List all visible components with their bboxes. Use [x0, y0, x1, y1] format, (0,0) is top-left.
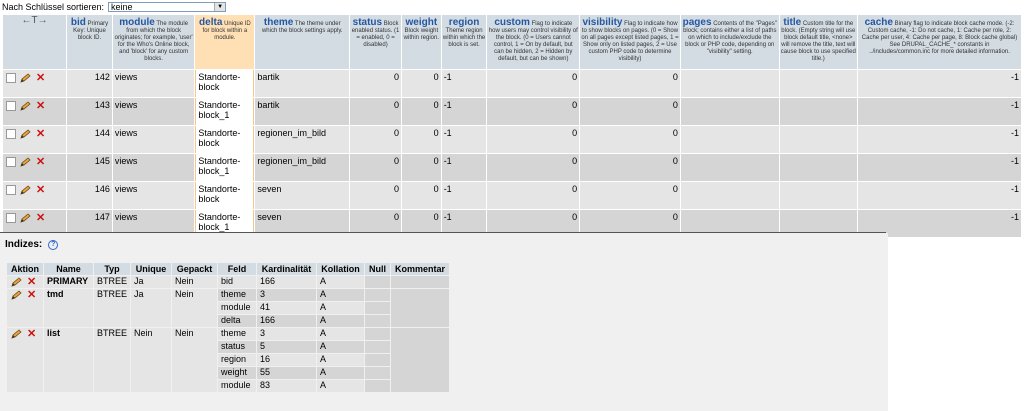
cell-module: views [113, 98, 194, 125]
cell-region: -1 [442, 126, 487, 153]
cell-status: 0 [350, 210, 401, 237]
left-right-arrows-icon[interactable]: ←T→ [21, 15, 48, 26]
row-checkbox[interactable] [6, 101, 16, 111]
cell-status: 0 [350, 126, 401, 153]
index-field: module [218, 380, 256, 392]
indizes-title: Indizes: [5, 239, 43, 250]
table-row[interactable] [3, 126, 1021, 153]
delete-icon[interactable]: ✕ [36, 71, 46, 84]
cell-bid: 142 [67, 70, 112, 97]
sort-bar [2, 1, 226, 13]
column-name[interactable]: bid [70, 17, 86, 28]
cell-visibility: 0 [580, 70, 680, 97]
cell-pages [681, 98, 779, 125]
index-null [365, 302, 390, 314]
index-field: weight [218, 367, 256, 379]
cell-weight: 0 [402, 210, 441, 237]
index-name: list [44, 328, 93, 392]
cell-status: 0 [350, 98, 401, 125]
cell-region: -1 [442, 154, 487, 181]
row-checkbox[interactable] [6, 73, 16, 83]
column-name[interactable]: delta [199, 17, 223, 28]
index-null [365, 341, 390, 353]
row-actions [3, 98, 66, 125]
pencil-icon[interactable] [10, 329, 22, 339]
delete-icon[interactable]: ✕ [27, 275, 37, 288]
index-header-9: Kommentar [391, 263, 449, 275]
index-header-5: Feld [218, 263, 256, 275]
index-row [7, 328, 449, 340]
column-header-visibility[interactable] [580, 15, 680, 69]
index-null [365, 354, 390, 366]
column-header-delta[interactable] [195, 15, 254, 69]
index-row [7, 276, 449, 288]
cell-cache: -1 [858, 182, 1021, 209]
index-field: theme [218, 328, 256, 340]
index-unique: Ja [131, 276, 171, 288]
pencil-icon[interactable] [19, 73, 31, 83]
delete-icon[interactable]: ✕ [36, 183, 46, 196]
indizes-heading [5, 239, 58, 250]
index-collation: A [317, 315, 364, 327]
column-header-module[interactable] [113, 15, 194, 69]
cell-theme: regionen_im_bild [255, 126, 349, 153]
cell-status: 0 [350, 70, 401, 97]
index-name: tmd [44, 289, 93, 327]
cell-visibility: 0 [580, 98, 680, 125]
index-typ: BTREE [94, 276, 130, 288]
column-description: The theme under which the block settings apply. [261, 21, 343, 34]
cell-title [780, 98, 857, 125]
delete-icon[interactable]: ✕ [27, 288, 37, 301]
index-header-4: Gepackt [172, 263, 217, 275]
index-unique: Nein [131, 328, 171, 392]
index-collation: A [317, 367, 364, 379]
cell-delta: Standorte-block_1 [195, 98, 254, 125]
index-field: region [218, 354, 256, 366]
column-description: Unique ID for block within a module. [202, 21, 251, 41]
pencil-icon[interactable] [19, 129, 31, 139]
index-cardinality: 41 [257, 302, 316, 314]
cell-theme: seven [255, 210, 349, 237]
index-null [365, 315, 390, 327]
column-description: Primary Key: Unique block ID. [73, 21, 109, 41]
pencil-icon[interactable] [19, 101, 31, 111]
column-description: Block weight within region. [403, 28, 440, 41]
row-checkbox[interactable] [6, 129, 16, 139]
column-header-weight[interactable] [402, 15, 441, 69]
cell-title [780, 182, 857, 209]
pencil-icon[interactable] [19, 185, 31, 195]
index-null [365, 328, 390, 340]
cell-bid: 143 [67, 98, 112, 125]
cell-theme: bartik [255, 70, 349, 97]
row-actions [3, 182, 66, 209]
cell-region: -1 [442, 98, 487, 125]
index-field: status [218, 341, 256, 353]
cell-theme: regionen_im_bild [255, 154, 349, 181]
index-null [365, 289, 390, 301]
column-name[interactable]: status [352, 17, 383, 28]
cell-bid: 144 [67, 126, 112, 153]
column-control-header[interactable] [3, 15, 66, 69]
index-actions [7, 328, 43, 392]
index-header-1: Name [44, 263, 93, 275]
index-cardinality: 166 [257, 315, 316, 327]
row-actions [3, 126, 66, 153]
table-row[interactable] [3, 98, 1021, 125]
index-comment [391, 276, 449, 288]
cell-pages [681, 126, 779, 153]
cell-module: views [113, 182, 194, 209]
cell-module: views [113, 70, 194, 97]
index-actions [7, 276, 43, 288]
cell-delta: Standorte-block [195, 182, 254, 209]
cell-theme: bartik [255, 98, 349, 125]
cell-pages [681, 182, 779, 209]
index-name: PRIMARY [44, 276, 93, 288]
cell-weight: 0 [402, 70, 441, 97]
cell-title [780, 70, 857, 97]
index-collation: A [317, 276, 364, 288]
column-header-title[interactable] [780, 15, 857, 69]
delete-icon[interactable]: ✕ [36, 127, 46, 140]
column-description: Flag to indicate how users may control visibility of the block. (0 = Users cannot control, 1 = On by default, but can be hidden, 2 = Hidden by default, but can be shown) [488, 21, 578, 62]
pencil-icon[interactable] [19, 213, 31, 223]
cell-cache: -1 [858, 98, 1021, 125]
index-field: bid [218, 276, 256, 288]
column-header-status[interactable] [350, 15, 401, 69]
cell-custom: 0 [487, 126, 579, 153]
index-cardinality: 16 [257, 354, 316, 366]
index-field: module [218, 302, 256, 314]
cell-bid: 145 [67, 154, 112, 181]
index-header-2: Typ [94, 263, 130, 275]
index-null [365, 380, 390, 392]
index-typ: BTREE [94, 328, 130, 392]
column-header-theme[interactable] [255, 15, 349, 69]
chevron-down-icon[interactable]: ▼ [214, 3, 225, 11]
column-name[interactable]: theme [263, 17, 294, 28]
row-checkbox[interactable] [6, 157, 16, 167]
row-actions [3, 70, 66, 97]
column-header-region[interactable] [442, 15, 487, 69]
index-row [7, 289, 449, 301]
index-header-7: Kollation [317, 263, 364, 275]
sort-label: Nach Schlüssel sortieren: [2, 2, 105, 12]
index-cardinality: 3 [257, 328, 316, 340]
column-header-bid[interactable] [67, 15, 112, 69]
cell-delta: Standorte-block_1 [195, 210, 254, 237]
index-cardinality: 83 [257, 380, 316, 392]
column-description: Flag to indicate how to show blocks on pages. (0 = Show on all pages except listed pages, 1 = Show only on listed pages, 2 = Use custom PHP code to determine visibility) [581, 21, 679, 62]
index-header-3: Unique [131, 263, 171, 275]
cell-theme: seven [255, 182, 349, 209]
cell-weight: 0 [402, 126, 441, 153]
cell-visibility: 0 [580, 126, 680, 153]
cell-weight: 0 [402, 182, 441, 209]
column-header-pages[interactable] [681, 15, 779, 69]
row-actions [3, 154, 66, 181]
table-row[interactable] [3, 182, 1021, 209]
pencil-icon[interactable] [10, 277, 22, 287]
index-comment [391, 328, 449, 392]
cell-custom: 0 [487, 182, 579, 209]
cell-module: views [113, 126, 194, 153]
column-name[interactable]: visibility [582, 17, 623, 28]
index-collation: A [317, 380, 364, 392]
index-cardinality: 5 [257, 341, 316, 353]
cell-cache: -1 [858, 154, 1021, 181]
index-gepackt: Nein [172, 289, 217, 327]
column-name[interactable]: cache [864, 17, 893, 28]
column-description: Binary flag to indicate block cache mode. (-2: Custom cache, -1: Do not cache, 1: Cache per role, 2: Cache per user, 4: Cache per page, 8: Block cache global) See DRUPAL_CACHE_* constants in ../includes/common.inc for more detailed information. [861, 21, 1018, 55]
column-description: Custom title for the block. (Empty string will use block default title, <none> will remove the title, text will cause block to use specified title.) [780, 21, 856, 62]
column-name[interactable]: weight [405, 17, 438, 28]
delete-icon[interactable]: ✕ [36, 211, 46, 224]
pencil-icon[interactable] [19, 157, 31, 167]
index-table [6, 262, 450, 393]
cell-pages [681, 154, 779, 181]
cell-region: -1 [442, 210, 487, 237]
column-header-cache[interactable] [858, 15, 1021, 69]
index-collation: A [317, 354, 364, 366]
index-cardinality: 166 [257, 276, 316, 288]
index-null [365, 367, 390, 379]
cell-custom: 0 [487, 98, 579, 125]
table-row[interactable] [3, 70, 1021, 97]
sort-select-value: keine [111, 2, 133, 12]
index-header-8: Null [365, 263, 390, 275]
cell-visibility: 0 [580, 182, 680, 209]
row-checkbox[interactable] [6, 185, 16, 195]
cell-status: 0 [350, 154, 401, 181]
column-name[interactable]: custom [494, 17, 530, 28]
cell-title [780, 154, 857, 181]
cell-visibility: 0 [580, 154, 680, 181]
index-comment [391, 289, 449, 327]
index-actions [7, 289, 43, 327]
sort-select[interactable] [108, 2, 226, 12]
cell-custom: 0 [487, 210, 579, 237]
index-collation: A [317, 289, 364, 301]
cell-custom: 0 [487, 154, 579, 181]
cell-weight: 0 [402, 98, 441, 125]
result-table [2, 14, 1022, 238]
cell-delta: Standorte-block_1 [195, 154, 254, 181]
cell-cache: -1 [858, 210, 1021, 237]
column-description: Theme region within which the block is set. [442, 28, 486, 48]
column-description: The module from which the block originates; for example, 'user' for the Who's Online block, and 'block' for any custom blocks. [114, 21, 193, 62]
index-header-6: Kardinalität [257, 263, 316, 275]
delete-icon[interactable]: ✕ [27, 327, 37, 340]
help-icon[interactable]: ? [48, 240, 58, 250]
index-header-0: Aktion [7, 263, 43, 275]
cell-region: -1 [442, 70, 487, 97]
delete-icon[interactable]: ✕ [36, 99, 46, 112]
column-header-custom[interactable] [487, 15, 579, 69]
cell-region: -1 [442, 182, 487, 209]
index-collation: A [317, 328, 364, 340]
cell-status: 0 [350, 182, 401, 209]
delete-icon[interactable]: ✕ [36, 155, 46, 168]
column-name[interactable]: title [783, 17, 802, 28]
cell-cache: -1 [858, 70, 1021, 97]
column-description: Block enabled status. (1 = enabled, 0 = disabled) [351, 21, 400, 48]
index-null [365, 276, 390, 288]
index-collation: A [317, 341, 364, 353]
cell-custom: 0 [487, 70, 579, 97]
index-collation: A [317, 302, 364, 314]
cell-delta: Standorte-block [195, 70, 254, 97]
cell-bid: 146 [67, 182, 112, 209]
column-name[interactable]: pages [682, 17, 712, 28]
index-field: theme [218, 289, 256, 301]
cell-weight: 0 [402, 154, 441, 181]
index-field: delta [218, 315, 256, 327]
index-cardinality: 3 [257, 289, 316, 301]
index-gepackt: Nein [172, 328, 217, 392]
cell-module: views [113, 154, 194, 181]
index-gepackt: Nein [172, 276, 217, 288]
row-checkbox[interactable] [6, 213, 16, 223]
cell-module: views [113, 210, 194, 237]
column-name[interactable]: module [119, 17, 155, 28]
index-typ: BTREE [94, 289, 130, 327]
cell-delta: Standorte-block [195, 126, 254, 153]
table-row[interactable] [3, 154, 1021, 181]
column-name[interactable]: region [448, 17, 480, 28]
cell-title [780, 126, 857, 153]
index-cardinality: 55 [257, 367, 316, 379]
column-description: Contents of the "Pages" block; contains either a list of paths on which to include/exclude the block or PHP code, depending on "visibility" setting. [683, 21, 777, 55]
cell-bid: 147 [67, 210, 112, 237]
cell-pages [681, 70, 779, 97]
cell-visibility: 0 [580, 210, 680, 237]
pencil-icon[interactable] [10, 290, 22, 300]
index-unique: Ja [131, 289, 171, 327]
cell-cache: -1 [858, 126, 1021, 153]
